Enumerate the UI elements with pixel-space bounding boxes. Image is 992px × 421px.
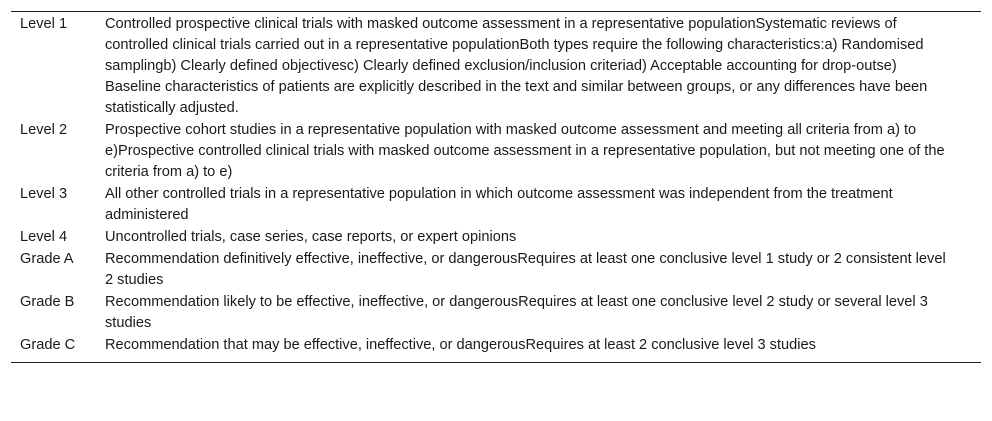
row-description: Recommendation that may be effective, ineffective, or dangerousRequires at least 2 conclusive level 3 studies bbox=[105, 337, 816, 353]
table-row bbox=[11, 248, 981, 291]
evidence-table-container bbox=[11, 11, 981, 363]
row-label: Level 3 bbox=[20, 186, 68, 202]
row-label: Level 1 bbox=[20, 16, 68, 32]
row-description: Recommendation definitively effective, ineffective, or dangerousRequires at least one conclusive level 1 study or 2 consistent level 2 studies bbox=[105, 251, 946, 288]
row-description: Recommendation likely to be effective, ineffective, or dangerousRequires at least one conclusive level 2 study or several level 3 studies bbox=[105, 294, 928, 331]
row-description: Controlled prospective clinical trials with masked outcome assessment in a representative populationSystematic reviews of controlled clinical trials carried out in a representative populationBoth types require the following characteristics:a) Randomised samplingb) Clearly defined objectivesc) Clearly defined exclusion/inclusion criteriad) Acceptable accounting for drop-outse) Baseline characteristics of patients are explicitly described in the text and similar between groups, or any differences have been statistically adjusted. bbox=[105, 16, 928, 116]
table-row bbox=[11, 291, 981, 334]
row-label: Level 2 bbox=[20, 122, 68, 138]
table-row bbox=[11, 12, 981, 119]
table-row bbox=[11, 119, 981, 183]
table-row bbox=[11, 226, 981, 248]
row-description: Uncontrolled trials, case series, case reports, or expert opinions bbox=[105, 229, 517, 245]
row-label: Grade A bbox=[20, 251, 74, 267]
row-label: Grade B bbox=[20, 294, 75, 310]
row-description: All other controlled trials in a representative population in which outcome assessment was independent from the treatment administered bbox=[105, 186, 893, 223]
evidence-levels-table bbox=[11, 12, 981, 362]
row-label: Grade C bbox=[20, 337, 76, 353]
row-label: Level 4 bbox=[20, 229, 68, 245]
table-row bbox=[11, 183, 981, 226]
row-description: Prospective cohort studies in a representative population with masked outcome assessment and meeting all criteria from a) to e)Prospective controlled clinical trials with masked outcome assessment in a representative population, but not meeting one of the criteria from a) to e) bbox=[105, 122, 945, 180]
table-row bbox=[11, 334, 981, 362]
